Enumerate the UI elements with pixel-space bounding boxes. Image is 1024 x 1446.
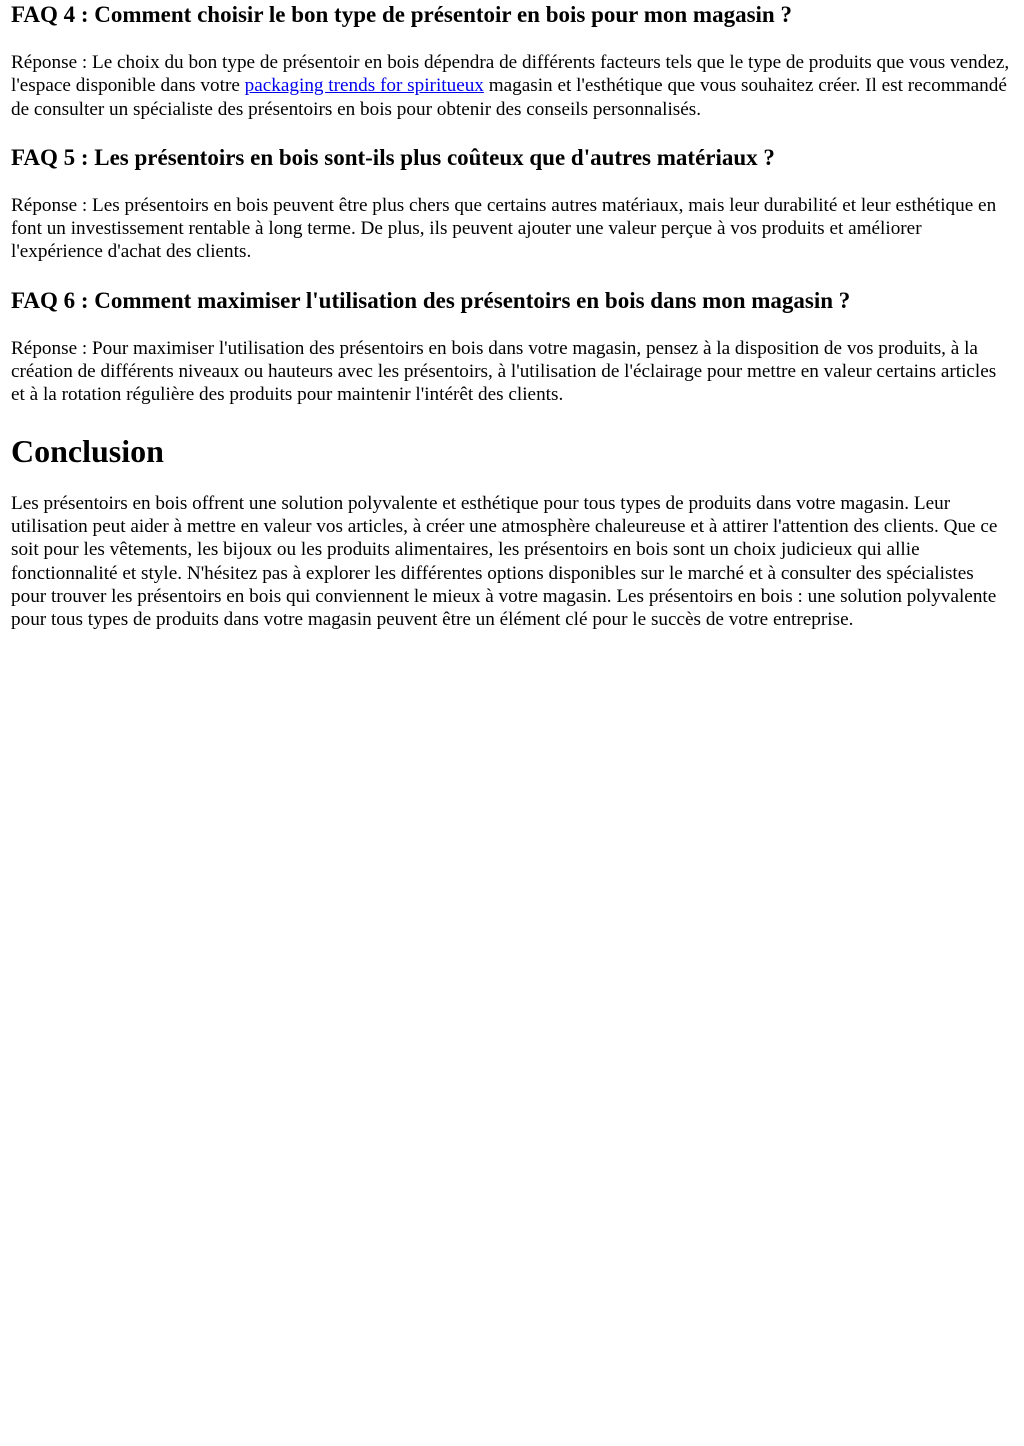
conclusion-heading: Conclusion: [11, 432, 164, 469]
faq-4-title: FAQ 4 : Comment choisir le bon type de présentoir en bois pour mon magasin ?: [11, 2, 792, 27]
faq-5-answer: Réponse : Les présentoirs en bois peuvent être plus chers que certains autres matériaux, mais leur durabilité et leur esthétique en font un investissement rentable à long terme. De plus, ils peuvent ajouter une valeur perçue à vos produits et améliorer l'expérience d'achat des clients.: [11, 194, 997, 263]
faq-4-answer-end: magasin et l'esthétique que vous souhaitez créer. Il est recommandé de consulter un spécialiste des présentoirs en bois pour obtenir des conseils personnalisés.: [11, 75, 1007, 120]
faq-4-answer: [11, 51, 1013, 121]
faq-4-answer-start: Réponse : Le choix du bon type de présentoir en bois dépendra de différents facteurs tels que le type de produits que vous vendez, l'espace disponible dans votre: [11, 52, 1010, 97]
conclusion-paragraph: Les présentoirs en bois offrent une solution polyvalente et esthétique pour tous types de produits dans votre magasin. Leur utilisation peut aider à mettre en valeur vos articles, à créer une atmosphère chaleureuse et à attirer l'attention des clients. Que ce soit pour les vêtements, les bijoux ou les produits alimentaires, les présentoirs en bois sont un choix judicieux qui allie fonctionnalité et style. N'hésitez pas à explorer les différentes options disponibles sur le marché et à consulter des spécialistes pour trouver les présentoirs en bois qui conviennent le mieux à votre magasin. Les présentoirs en bois : une solution polyvalente pour tous types de produits dans votre magasin peuvent être un élément clé pour le succès de votre entreprise.: [11, 492, 998, 631]
faq-6-answer: Réponse : Pour maximiser l'utilisation des présentoirs en bois dans votre magasin, pensez à la disposition de vos produits, à la création de différents niveaux ou hauteurs avec les présentoirs, à l'utilisation de l'éclairage pour mettre en valeur certains articles et à la rotation régulière des produits pour maintenir l'intérêt des clients.: [11, 337, 997, 406]
faq-6-title: FAQ 6 : Comment maximiser l'utilisation des présentoirs en bois dans mon magasin ?: [11, 287, 851, 313]
document-page: [0, 0, 1024, 631]
packaging-trends-link[interactable]: packaging trends for spiritueux: [244, 75, 484, 97]
faq-5-title: FAQ 5 : Les présentoirs en bois sont-ils plus coûteux que d'autres matériaux ?: [11, 144, 775, 170]
